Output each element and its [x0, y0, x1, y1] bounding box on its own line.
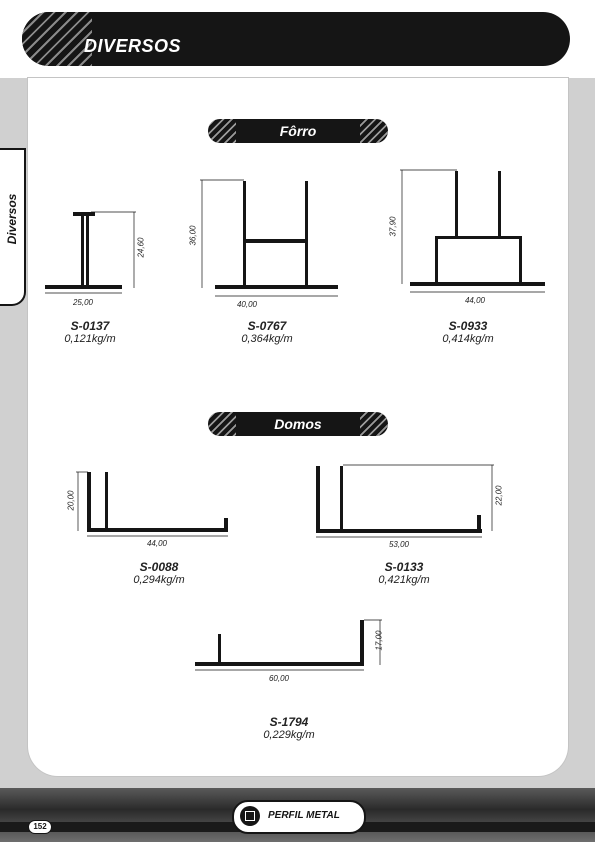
- profile-weight: 0,121kg/m: [64, 333, 116, 345]
- profile-code: S-1794: [269, 715, 309, 729]
- profile-weight: 0,421kg/m: [378, 574, 430, 586]
- dimension-width-s0933: 44,00: [464, 296, 486, 305]
- profile-weight: 0,364kg/m: [241, 333, 293, 345]
- dimension-width-s0088: 44,00: [146, 539, 168, 548]
- profile-s0133-label: [369, 560, 439, 586]
- profile-s0933-label: [433, 319, 503, 345]
- page-number: 152: [28, 820, 52, 834]
- section-title-domos: Domos: [208, 412, 388, 436]
- brand-badge: [232, 800, 366, 834]
- profile-s0088-label: [124, 560, 194, 586]
- dimension-width-s0767: 40,00: [236, 300, 258, 309]
- profile-s0088-shape: [87, 472, 228, 532]
- profile-code: S-0088: [139, 560, 179, 574]
- profile-s0933-shape: [410, 171, 545, 286]
- profile-weight: 0,229kg/m: [263, 729, 315, 741]
- profile-s1794-label: [254, 715, 324, 741]
- dimension-height-s0088: 20,00: [66, 490, 76, 511]
- dimension-width-s0137: 25,00: [72, 298, 94, 307]
- profile-code: S-0767: [247, 319, 287, 333]
- profile-s0133-shape: [316, 466, 482, 533]
- profile-s0767-shape: [215, 181, 338, 289]
- profile-s0767-label: [232, 319, 302, 345]
- dimension-width-s0133: 53,00: [388, 540, 410, 549]
- page-title: DIVERSOS: [84, 36, 182, 56]
- profile-weight: 0,414kg/m: [442, 333, 494, 345]
- dimension-height-s1794: 17,00: [374, 630, 384, 651]
- dimension-height-s0767: 36,00: [188, 225, 198, 246]
- profile-code: S-0933: [448, 319, 488, 333]
- profile-s0137-label: [60, 319, 120, 345]
- logo-icon: [240, 806, 260, 826]
- profile-weight: 0,294kg/m: [133, 574, 185, 586]
- side-tab-label: Diversos: [5, 193, 19, 245]
- profile-code: S-0133: [384, 560, 424, 574]
- profile-s0137-shape: [45, 212, 122, 289]
- dimension-height-s0133: 22,00: [494, 485, 504, 506]
- dimension-height-s0933: 37,90: [388, 216, 398, 237]
- section-title-forro: Fôrro: [208, 119, 388, 143]
- profile-code: S-0137: [70, 319, 110, 333]
- profile-s1794-shape: [195, 620, 364, 666]
- brand-name: PERFIL METAL: [268, 810, 340, 821]
- dimension-width-s1794: 60,00: [268, 674, 290, 683]
- dimension-height-s0137: 24,60: [136, 237, 146, 258]
